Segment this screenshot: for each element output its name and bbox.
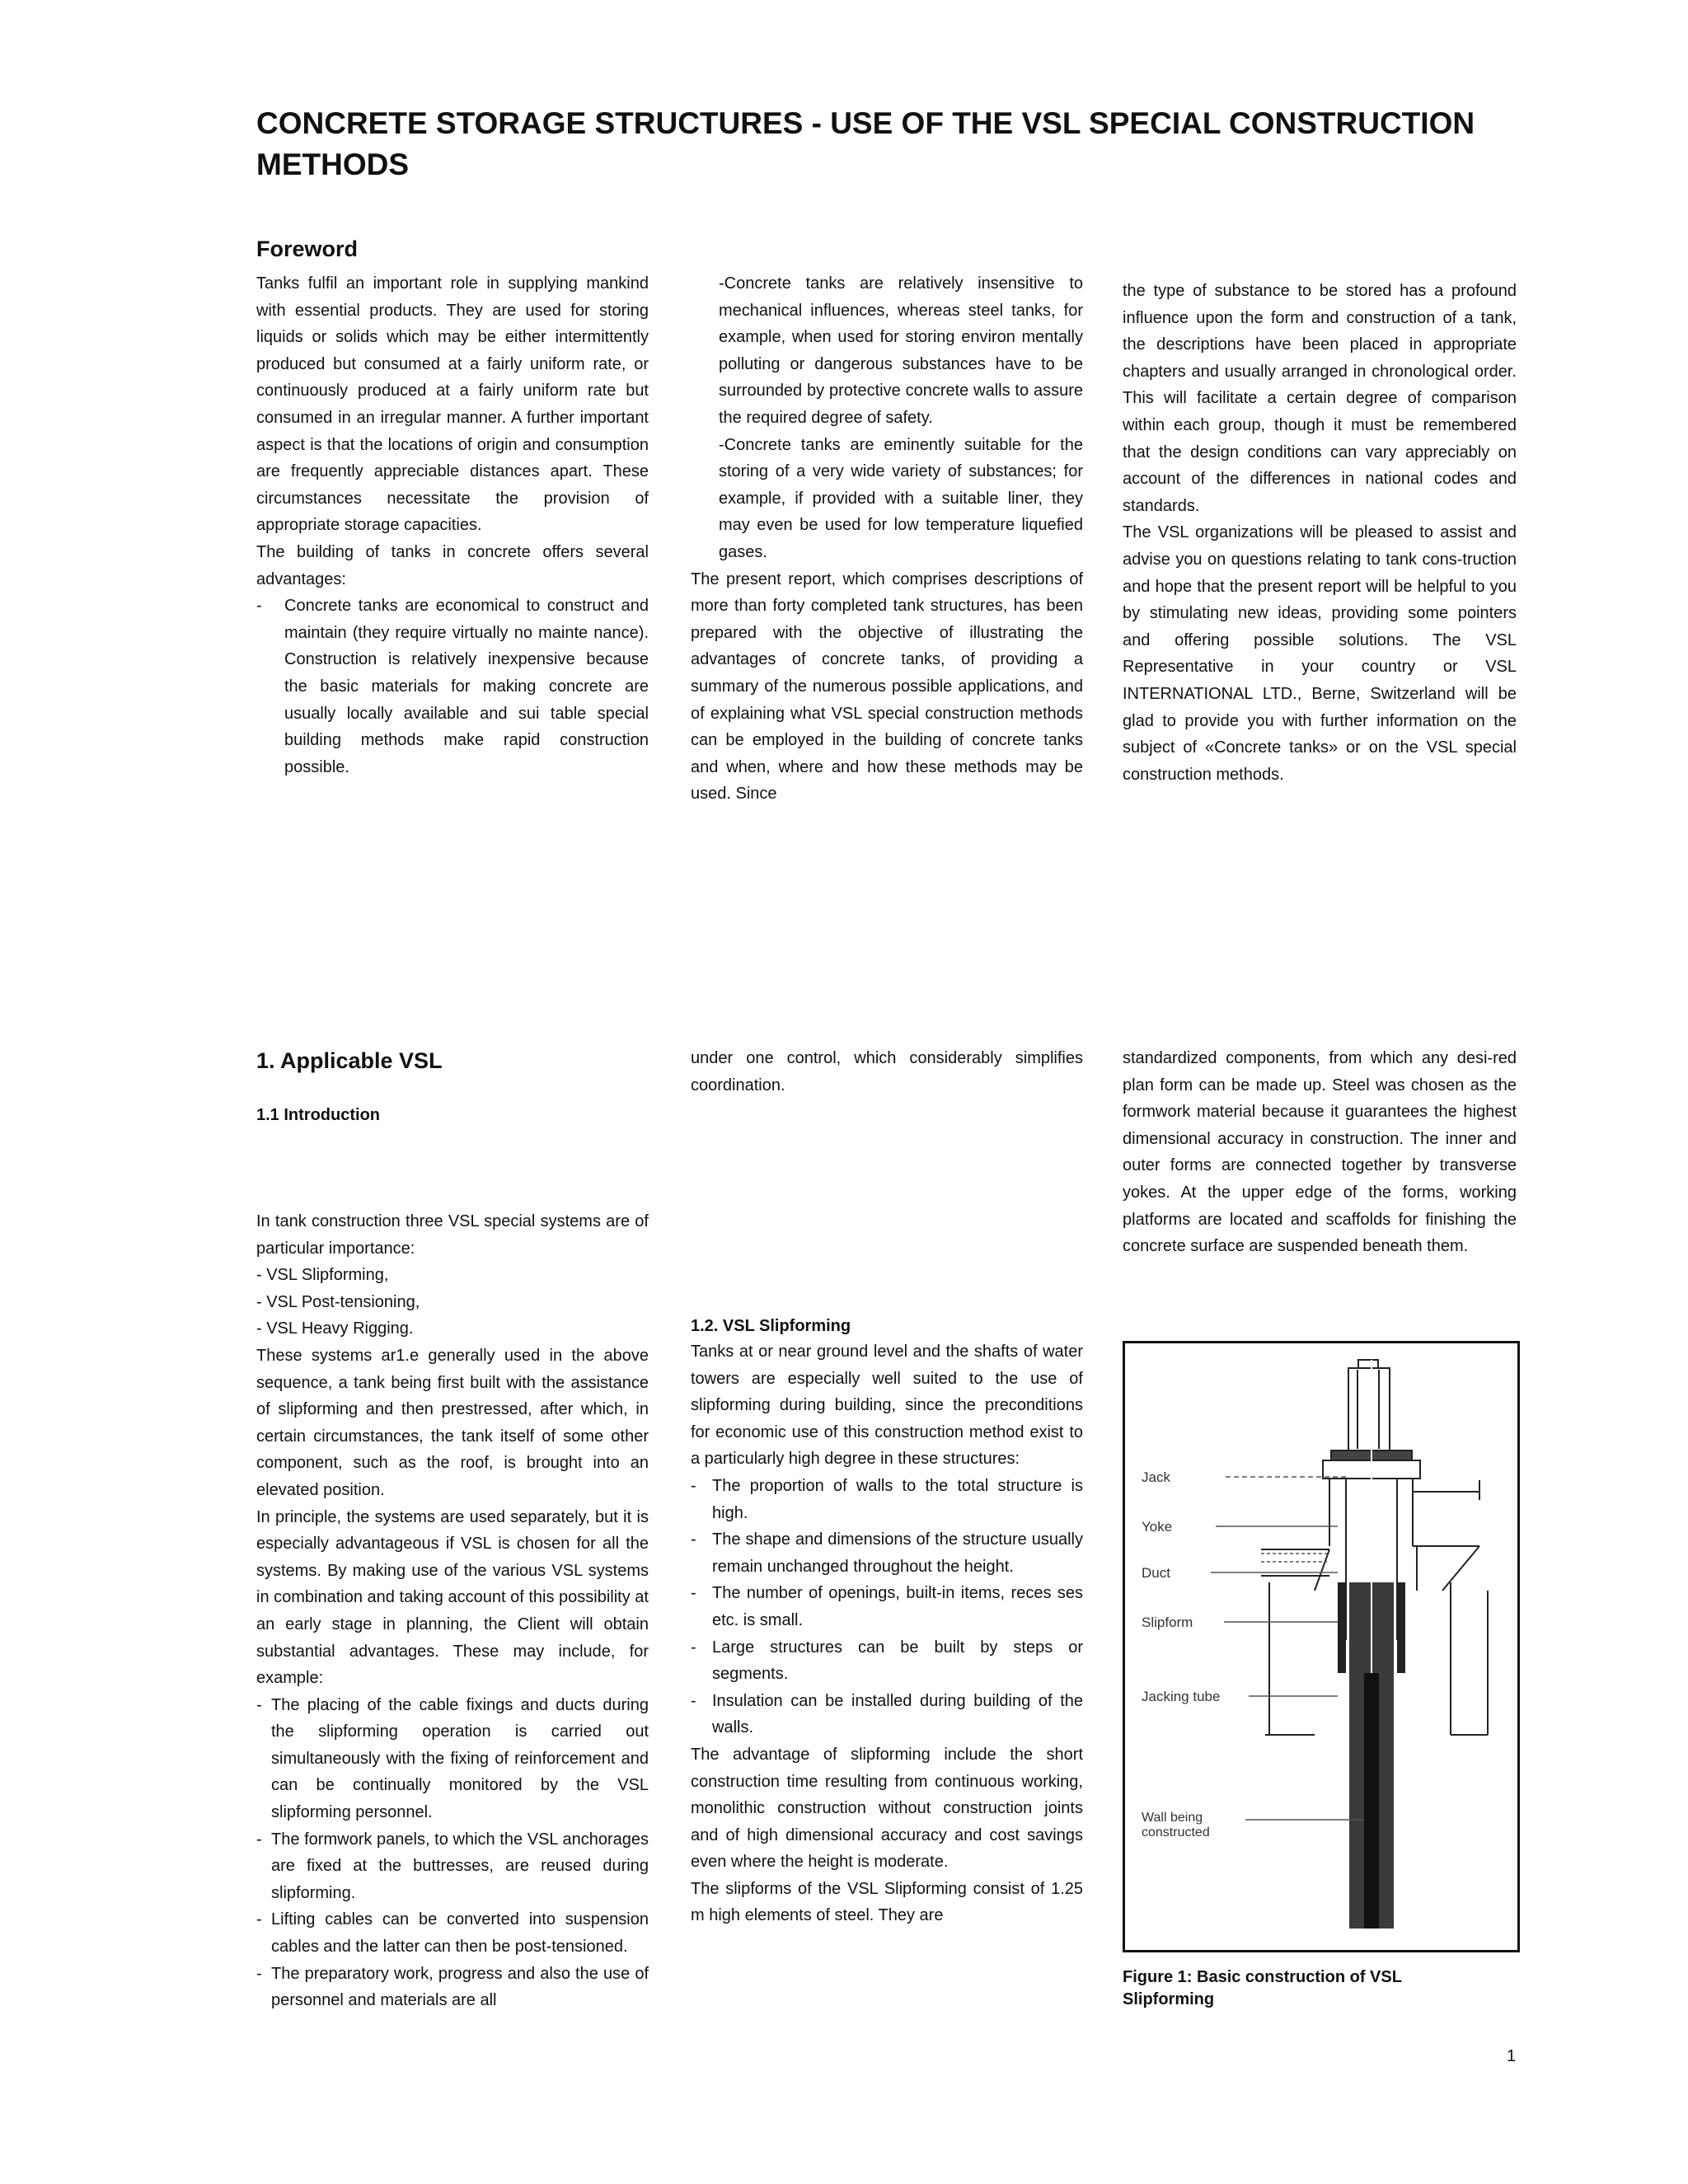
list-text: Large structures can be built by steps or segments. [712,1638,1083,1684]
advantage-text: The preparatory work, progress and also the use of personnel and materials are all [271,1964,649,2010]
foreword-paragraph: the type of substance to be stored has a profound influence upon the form and construction of a tank, the descriptions have been placed in appropriate chapters and usually arranged in chronological order. This will facilitate a certain degree of comparison within each group, though it must be remembered that the design conditions can vary appreciably on account of the differences in national codes and standards. [1123,282,1517,515]
subsection-heading: 1.2. VSL Slipforming [691,1317,851,1335]
slipforming-list-item: - The proportion of walls to the total structure is high. [691,1473,1083,1526]
foreword-column-3 [1123,278,1517,788]
advantage-item: -Concrete tanks are eminently suitable for the storing of a very wide variety of substances; for example, if provided with a suitable liner, they may even be used for low temperature liquefied gases. [719,435,1083,561]
system-list-item: - VSL Slipforming, [256,1266,389,1285]
advantage-item: -Concrete tanks are relatively insensitive to mechanical influences, whereas steel tanks, for example, when used for storing environ mentally polluting or dangerous substances have to be surrounded by protective concrete walls to assure the required degree of safety. [719,274,1083,427]
advantage-text: Concrete tanks are economical to construct and maintain (they require virtually no mainte nance). Construction is relatively inexpensive because the basic materials for making concrete are usually locally available and sui table special building methods make rapid construction possible. [284,597,649,776]
slipforming-list-item: - The shape and dimensions of the structure usually remain unchanged throughout the height. [691,1526,1083,1580]
slipforming-list-item: - The number of openings, built-in items, reces ses etc. is small. [691,1580,1083,1633]
subsection-heading: 1.1 Introduction [256,1106,380,1124]
advantage-item: - Lifting cables can be converted into suspension cables and the latter can then be post-tensioned. [256,1906,649,1960]
body-paragraph: In principle, the systems are used separately, but it is especially advantageous if VSL is chosen for all the systems. By making use of the various VSL systems in combination and taking account of this possibility at an early stage in planning, the Client will obtain substantial advantages. These may include, for example: [256,1507,649,1688]
section-heading: 1. Applicable VSL [256,1048,443,1073]
body-paragraph: under one control, which considerably simplifies coordination. [691,1049,1083,1094]
advantage-item: - The placing of the cable fixings and ducts during the slipforming operation is carried out simultaneously with the fixing of reinforcement and can be continually monitored by the VSL slipforming personnel. [256,1692,649,1826]
body-paragraph: standardized components, from which any desi-red plan form can be made up. Steel was chosen as the formwork material because it guarantees the highest dimensional accuracy in construction. The inner and outer forms are connected together by transverse yokes. At the upper edge of the forms, working platforms are located and scaffolds for finishing the concrete surface are suspended beneath them. [1123,1049,1517,1256]
advantage-text: The formwork panels, to which the VSL anchorages are fixed at the buttresses, are reused during slipforming. [271,1830,649,1902]
body-paragraph: The advantage of slipforming include the short construction time resulting from continuous working, monolithic construction without construction joints and of high dimensional accuracy and cost savings even where the height is moderate. [691,1745,1083,1872]
list-text: Insulation can be installed during building of the walls. [712,1691,1083,1737]
foreword-paragraph: The present report, which comprises descriptions of more than forty completed tank structures, has been prepared with the objective of illustrating the advantages of concrete tanks, of providing a summary of the numerous possible applications, and of explaining what VSL special construction methods can be employed in the building of concrete tanks and when, where and how these methods may be used. Since [691,569,1083,804]
system-list-item: - VSL Post-tensioning, [256,1292,420,1311]
list-text: The proportion of walls to the total structure is high. [712,1476,1083,1522]
foreword-column-1 [256,270,649,780]
foreword-paragraph: Tanks fulfil an important role in supplying mankind with essential products. They are used for storing liquids or solids which may be either intermittently produced but consumed at a fairly uniform rate, or continuously produced at a fairly uniform rate but consumed in an irregular manner. A further important aspect is that the locations of origin and consumption are frequently appreciable distances apart. These circumstances necessitate the provision of appropriate storage capacities. [256,274,649,535]
body-paragraph: The slipforms of the VSL Slipforming consist of 1.25 m high elements of steel. They are [691,1879,1083,1925]
foreword-paragraph: The building of tanks in concrete offers several advantages: [256,542,649,588]
body-paragraph: These systems ar1.e generally used in the above sequence, a tank being first built with the assistance of slipforming and then prestressed, after which, in certain circumstances, the tank itself of some other component, such as the roof, is brought into an elevated position. [256,1346,649,1499]
slipforming-list-item: - Insulation can be installed during building of the walls. [691,1688,1083,1741]
section1-column-2 [691,1338,1083,1929]
figure-label: Duct [1142,1565,1170,1581]
foreword-paragraph: The VSL organizations will be pleased to assist and advise you on questions relating to tank cons-truction and hope that the present report will be helpful to you by stimulating new ideas, providing some pointers and offering possible solutions. The VSL Representative in your country or VSL INTERNATIONAL LTD., Berne, Switzerland will be glad to provide you with further information on the subject of «Concrete tanks» or on the VSL special construction methods. [1123,523,1517,784]
figure-label: Wall being [1142,1811,1203,1825]
figure-label: Jack [1142,1469,1170,1485]
figure-caption: Figure 1: Basic construction of VSL Slipforming [1123,1968,1402,2008]
advantage-item: - The preparatory work, progress and also the use of personnel and materials are all [256,1961,649,2014]
slipforming-diagram [1125,1343,1517,1950]
system-list-item: - VSL Heavy Rigging. [256,1319,414,1338]
slipforming-figure [1123,1341,1520,1952]
advantage-text: The placing of the cable fixings and ducts during the slipforming operation is carried out simultaneously with the fixing of reinforcement and can be continually monitored by the VSL slipforming personnel. [271,1695,649,1822]
page-number: 1 [1507,2047,1517,2065]
figure-label: Slipform [1142,1615,1193,1630]
section1-column-3 [1123,1045,1517,1260]
advantage-text: Lifting cables can be converted into suspension cables and the latter can then be post-tensioned. [271,1910,649,1957]
advantage-item: - Concrete tanks are economical to construct and maintain (they require virtually no mainte nance). Construction is relatively inexpensive because the basic materials for making concrete are usually locally available and sui table special building methods make rapid construction possible. [256,593,649,780]
figure-label: constructed [1142,1825,1210,1840]
list-text: The shape and dimensions of the structure usually remain unchanged throughout the height. [712,1530,1083,1576]
section1-column-2-top [691,1045,1083,1099]
list-text: The number of openings, built-in items, reces ses etc. is small. [712,1584,1083,1629]
slipforming-list-item: - Large structures can be built by steps or segments. [691,1634,1083,1688]
figure-label: Yoke [1142,1519,1173,1535]
figure-label: Jacking tube [1142,1689,1221,1704]
body-paragraph: Tanks at or near ground level and the shafts of water towers are especially well suited to the use of slipforming during building, since the preconditions for economic use of this construction method exist to a particularly high degree in these structures: [691,1343,1083,1469]
foreword-heading: Foreword [256,237,359,261]
advantage-item: - The formwork panels, to which the VSL anchorages are fixed at the buttresses, are reused during slipforming. [256,1826,649,1907]
body-paragraph: In tank construction three VSL special systems are of particular importance: [256,1212,649,1258]
section1-column-1 [256,1208,649,2014]
foreword-column-2 [691,270,1083,808]
document-title: CONCRETE STORAGE STRUCTURES - USE OF THE VSL SPECIAL CONSTRUCTION METHODS [256,106,1475,181]
